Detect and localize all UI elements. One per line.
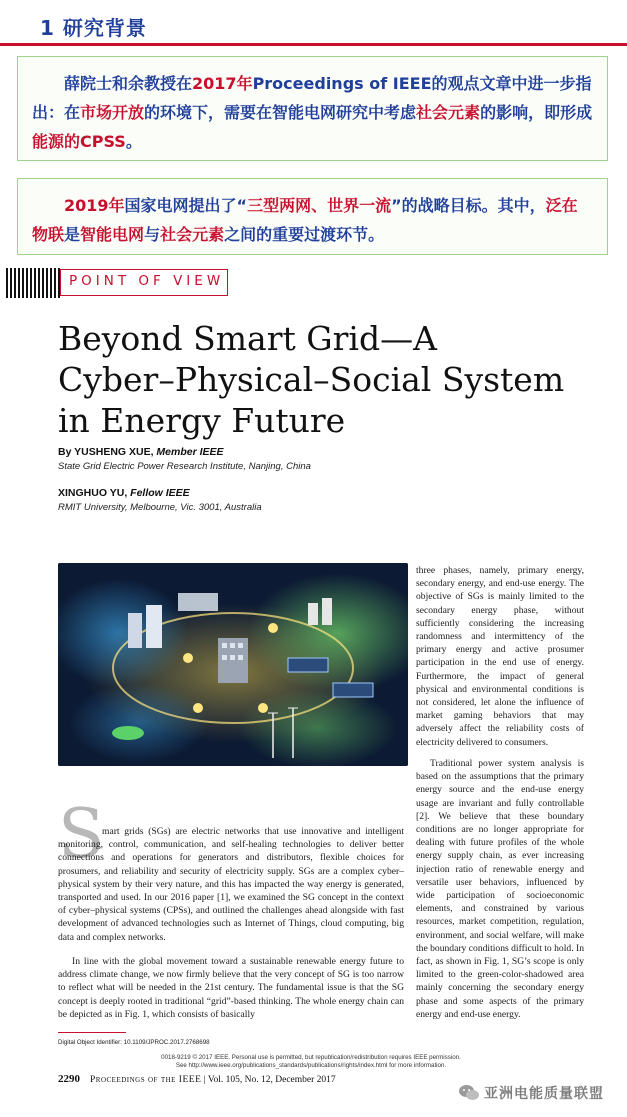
summary-note-cpss <box>17 56 608 161</box>
body-paragraph: three phases, namely, primary energy, secondary energy, and end-use energy. The objective of SGs is mainly limited to the secondary energy phase, without sufficiently considering the increasing randomness and intermittency of the primary energy and active prosumer participation in the end use of energy. Furthermore, the impact of general physical and environmental conditions is not considered, let alone the influence of market gaming behaviors that may adversely affect the reliability costs of electricity delivered to consumers. <box>416 565 584 748</box>
watermark-text: 亚洲电能质量联盟 <box>484 1086 604 1102</box>
copyright-notice <box>56 1054 566 1070</box>
author-xue <box>58 446 224 458</box>
note-highlight: 泛在物联 <box>32 196 578 244</box>
note-highlight: 能源的CPSS <box>32 132 126 151</box>
author-name: XINGHUO YU, <box>58 487 131 499</box>
note-text: 与 <box>144 225 161 244</box>
copyright-line: See http://www.ieee.org/publications_standards/publications/rights/index.html for more information. <box>175 1062 447 1069</box>
article-title-line: in Energy Future <box>58 401 346 440</box>
article-title <box>58 318 618 441</box>
journal-name: Proceedings of the IEEE <box>90 1075 202 1085</box>
drop-cap-letter: S <box>58 795 105 874</box>
section-title: 1 研究背景 <box>40 16 147 40</box>
wechat-icon <box>458 1083 480 1103</box>
page-number: 2290 <box>58 1073 80 1085</box>
note-highlight: 社会元素 <box>416 103 481 122</box>
body-paragraph: Traditional power system analysis is based on the assumptions that the primary energy source and the end-use energy usage are invariant and fully controllable [2]. We believe that these boundary conditions are no longer appropriate for dealing with future profiles of the whole energy supply chain, as ever increasing injection ratio of renewable energy and versatile user behaviors, influenced by wide participation of socioeconomic elements, and constrained by various resources, market competition, regulation, environment, and social welfare, will make the boundary conditions difficult to hold. In fact, as shown in Fig. 1, SG’s scope is only limited to the green-color-shadowed area mainly concerning the secondary energy phase and some aspects of the primary energy and end-use energy. <box>416 758 584 1020</box>
author-grade: Fellow IEEE <box>130 487 190 499</box>
energy-grid-image <box>58 563 408 766</box>
affiliation-yu: RMIT University, Melbourne, Vic. 3001, Australia <box>58 502 262 513</box>
doi-identifier: Digital Object Identifier: 10.1109/JPROC.2017.2768698 <box>58 1039 210 1046</box>
footnote-divider <box>58 1032 126 1033</box>
note-text: 的环境下，需要在智能电网研究中考虑 <box>144 103 417 122</box>
wechat-watermark <box>458 1081 604 1105</box>
note-text: 是 <box>64 225 81 244</box>
author-yu <box>58 487 190 499</box>
body-paragraph <box>58 825 404 944</box>
note-highlight: 智能电网 <box>80 225 145 244</box>
note-text: 国家电网提出了“ <box>124 196 248 215</box>
article-title-line: Cyber–Physical–Social System <box>58 360 565 399</box>
article-title-line: Beyond Smart Grid—A <box>58 319 437 358</box>
note-highlight: 2017年 <box>192 74 253 93</box>
point-of-view-banner <box>0 266 627 300</box>
body-paragraph: In line with the global movement toward a sustainable renewable energy future to address climate change, we now firmly believe that the very concept of SG is too narrow to reflect what will be needed in the 21st century. The fundamental issue is that the SG concept is deeply rooted in traditional “grid”-based thinking. The whole energy chain can be depicted as in Fig. 1, which consists of basically <box>58 956 404 1020</box>
journal-volume: | Vol. 105, No. 12, December 2017 <box>201 1075 336 1085</box>
title-divider <box>0 43 627 46</box>
barcode-stripes-decoration <box>6 268 62 298</box>
note-highlight: 三型两网、世界一流 <box>247 196 392 215</box>
note-text: 薛院士和余教授在 <box>64 74 193 93</box>
paragraph-text: mart grids (SGs) are electric networks that use innovative and intelligent monitoring, control, communication, and self-healing technologies to deliver better connections and operations for generators and distributors, flexible choices for prosumers, and reliability and security of electricity supply. SGs are a complex cyber–physical system by their very nature, and this has impacted the way energy is generated, transported and used. In our 2016 paper [1], we examined the SG concept in the context of cyber–physical systems (CPSs), and outlined the challenges ahead alongside with fast development of advanced technologies such as Internet of Things, cloud computing, big data and complex networks. <box>58 826 404 943</box>
note-text: ”的战略目标。其中， <box>391 196 546 215</box>
note-text: Proceedings of IEEE的观点文章中进一步指出：在 <box>32 74 592 122</box>
note-text: 之间的重要过渡环节。 <box>224 225 385 244</box>
drop-cap-spacer <box>58 833 102 834</box>
copyright-line: 0018-9219 © 2017 IEEE. Personal use is permitted, but republication/redistribution requires IEEE permission. <box>161 1054 461 1061</box>
note-highlight: 社会元素 <box>160 225 225 244</box>
affiliation-xue: State Grid Electric Power Research Institute, Nanjing, China <box>58 461 311 472</box>
author-grade: Member IEEE <box>156 446 224 458</box>
point-of-view-label: POINT OF VIEW <box>69 273 225 289</box>
summary-note-state-grid <box>17 178 608 255</box>
note-highlight: 2019年 <box>64 196 125 215</box>
energy-grid-illustration <box>58 563 408 766</box>
note-text: 的影响，即形成 <box>480 103 593 122</box>
note-highlight: 市场开放 <box>80 103 145 122</box>
author-name: By YUSHENG XUE, <box>58 446 157 458</box>
note-text: 。 <box>125 132 142 151</box>
page-footer <box>58 1073 336 1085</box>
